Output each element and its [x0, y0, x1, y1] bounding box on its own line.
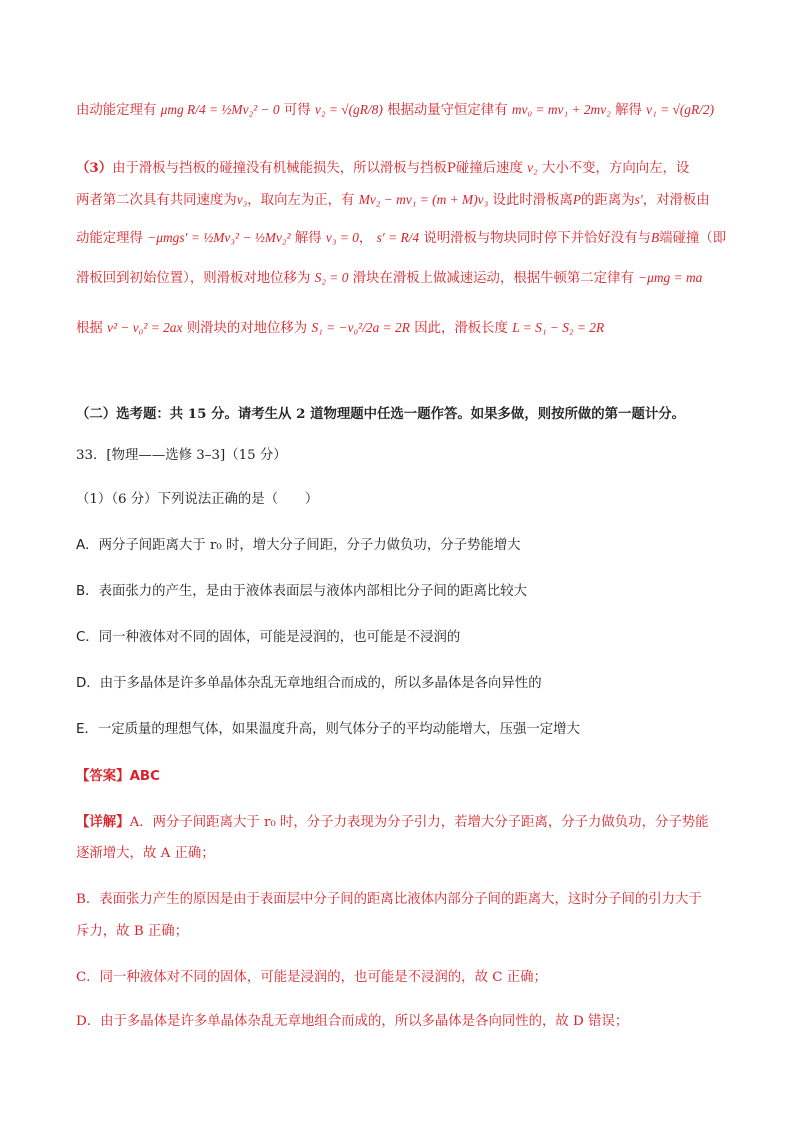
text: 一定质量的理想气体，如果温度升高，则气体分子的平均动能增大，压强一定增大 — [97, 722, 580, 737]
text: 设此时滑板离 — [492, 193, 573, 208]
equation-v1: v₁ = √(gR/2) — [646, 102, 715, 117]
equation-momentum: mv₀ = mv₁ + 2mv₂ — [511, 102, 611, 117]
answer — [76, 766, 748, 787]
explanation-b-line-2: 斥力，故 B 正确； — [76, 924, 189, 939]
text: 根据动量守恒定律有 — [387, 103, 508, 118]
text: 大小不变，方向向左，设 — [541, 161, 690, 176]
text: v₃ = 0 — [325, 230, 359, 245]
text: S₂ = 0 — [314, 270, 349, 285]
text: 滑板回到初始位置），则滑板对地位移为 — [76, 271, 311, 286]
text: ，对滑板由 — [642, 193, 710, 208]
option-c — [76, 628, 748, 648]
text: B． — [76, 584, 99, 599]
text: 可得 — [283, 103, 311, 118]
explanation-b-line-1: B．表面张力产生的原因是由于表面层中分子间的距离比液体内部分子间的距离大，这时分子间的引力大于 — [76, 892, 702, 907]
option-d — [76, 674, 748, 694]
text: s′ = R/4 — [376, 230, 420, 245]
text: A． — [76, 538, 99, 553]
text: B — [650, 230, 660, 245]
text: （3） — [76, 160, 113, 176]
equation-displacement: S₁ = −v₀²/2a = 2R — [311, 320, 410, 335]
solution-part3-line-4 — [76, 268, 748, 289]
text: 说明滑板与物块同时停下并恰好没有与 — [423, 231, 651, 246]
text: 因此，滑板长度 — [414, 321, 508, 336]
option-a — [76, 536, 748, 556]
text: 解得 — [294, 231, 322, 246]
text: 【答案】 — [76, 768, 130, 784]
text: 则滑块的对地位移为 — [186, 321, 308, 336]
text: A．两分子间距离大于 r₀ 时，分子力表现为分子引力，若增大分子距离，分子力做负功，分子势能 — [129, 815, 709, 830]
text: ABC — [129, 769, 160, 784]
equation-v2: v₂ = √(gR/8) — [314, 102, 383, 117]
solution-part3-line-1 — [76, 158, 748, 179]
text: 解得 — [615, 103, 642, 118]
text: 由于多晶体是许多单晶体杂乱无章地组合而成的，所以多晶体是各向异性的 — [99, 676, 542, 691]
text: 由动能定理有 — [76, 103, 157, 118]
explanation-a-line-2: 逐渐增大，故 A 正确； — [76, 846, 215, 861]
equation-kinematics: v² − v₀² = 2ax — [107, 320, 183, 335]
text: P — [572, 192, 582, 207]
equation-work-energy: −μmgs′ = ½Mv₃² − ½Mv₂² — [147, 230, 291, 245]
solution-part3-line-2 — [76, 190, 748, 211]
explanation-c-line-1: C．同一种液体对不同的固体，可能是浸润的，也可能是不浸润的，故 C 正确； — [76, 970, 547, 985]
option-b — [76, 582, 748, 602]
question-number: 33．[物理——选修 3–3]（15 分） — [76, 448, 287, 463]
text: 两者第二次具有共同速度为 — [76, 193, 237, 208]
text: E． — [76, 722, 98, 737]
option-e — [76, 720, 748, 740]
text: ，取向左为正，有 — [247, 193, 355, 208]
equation-length: L = S₁ − S₂ = 2R — [512, 320, 605, 335]
text: 端碰撞（即 — [659, 231, 727, 246]
text: D． — [76, 676, 100, 691]
solution-part3-line-5 — [76, 318, 748, 339]
text: 动能定理得 — [76, 231, 143, 246]
solution-line-1 — [76, 100, 748, 121]
text: 根据 — [76, 321, 103, 336]
sub-question: （1）（6 分）下列说法正确的是（ ） — [76, 492, 319, 507]
explanation-d-line-1: D．由于多晶体是许多单晶体杂乱无章地组合而成的，所以多晶体是各向同性的，故 D 错误； — [76, 1014, 629, 1029]
text: s′ — [634, 192, 643, 207]
equation-newton: −μmg = ma — [638, 270, 703, 285]
text: 由于滑板与挡板的碰撞没有机械能损失，所以滑板与挡板P碰撞后速度 — [112, 161, 523, 176]
solution-part3-line-3: 动能定理得 −μmgs′ = ½Mv₃² − ½Mv₂² 解得 v₃ = 0， s′ = R/4 说明滑板与物块同时停下并恰好没有与B端碰撞（即 — [76, 230, 727, 246]
text: 滑块在滑板上做减速运动，根据牛顿第二定律有 — [352, 271, 634, 286]
text: 两分子间距离大于 r₀ 时，增大分子间距，分子力做负功，分子势能增大 — [98, 538, 521, 553]
explanation-a-line-1 — [76, 812, 748, 833]
equation-common-velocity: Mv₂ − mv₁ = (m + M)v₃ — [358, 192, 489, 207]
text: 【详解】 — [76, 814, 130, 830]
text: v₂ — [527, 160, 538, 175]
text: 的距离为 — [581, 193, 635, 208]
section-header: （二）选考题：共 15 分。请考生从 2 道物理题中任选一题作答。如果多做，则按所做的第一题计分。 — [76, 406, 686, 422]
text: 表面张力的产生，是由于液体表面层与液体内部相比分子间的距离比较大 — [98, 584, 528, 599]
text: 同一种液体对不同的固体，可能是浸润的，也可能是不浸润的 — [98, 630, 461, 645]
equation-kinetic-energy: μmg R/4 = ½Mv₂² − 0 — [160, 102, 280, 117]
text: C． — [76, 630, 99, 645]
text: v₃ — [236, 192, 248, 207]
